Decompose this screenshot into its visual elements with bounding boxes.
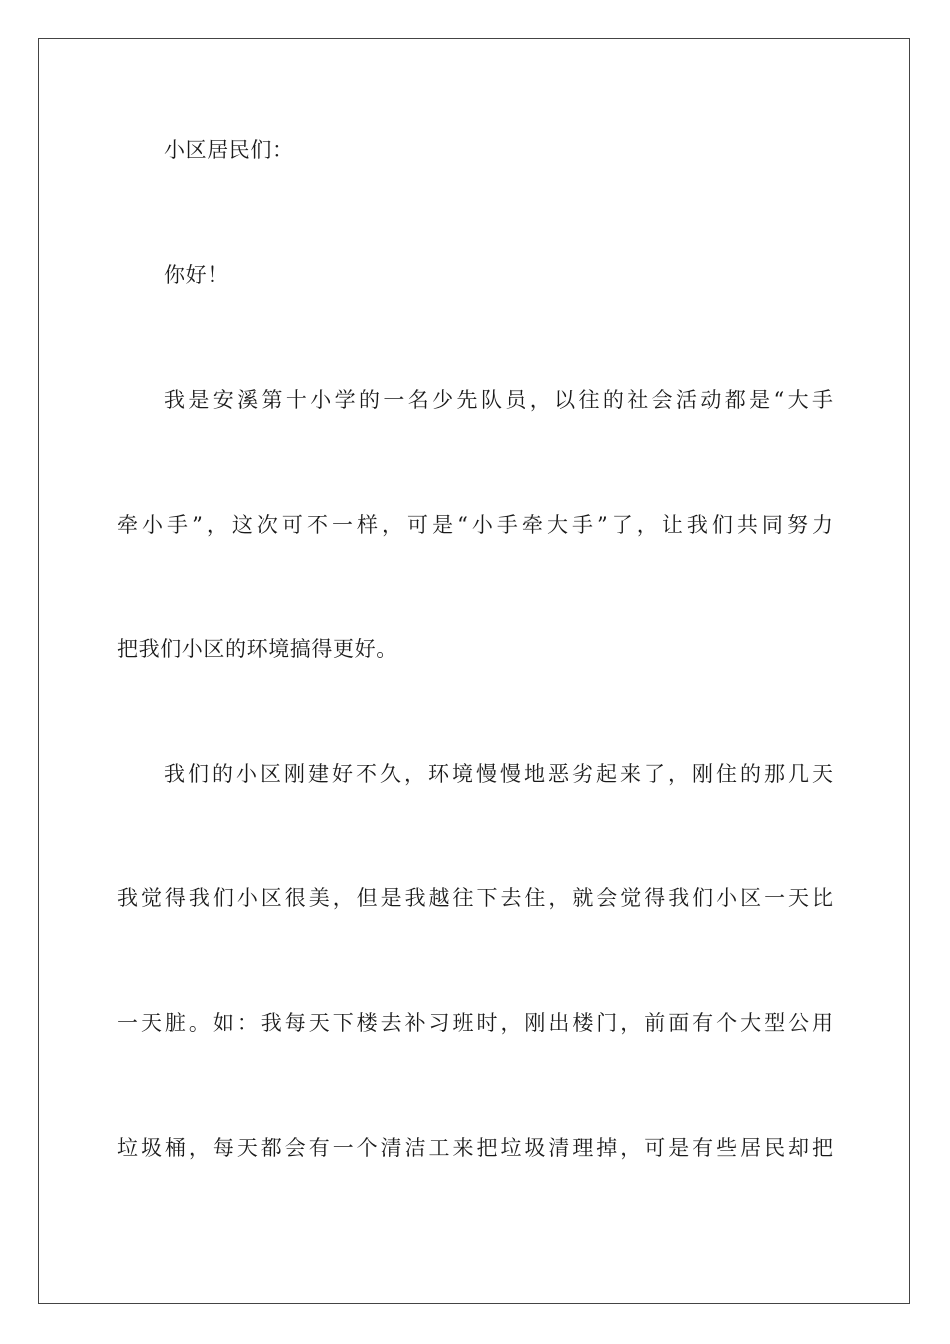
salutation: 小区居民们： (164, 138, 294, 162)
paragraph-2-line-4: 垃圾桶，每天都会有一个清洁工来把垃圾清理掉，可是有些居民却把 (117, 1136, 833, 1160)
page-border (38, 38, 910, 1304)
paragraph-1-line-3: 把我们小区的环境搞得更好。 (117, 637, 398, 661)
paragraph-1-line-1: 我是安溪第十小学的一名少先队员，以往的社会活动都是“大手 (164, 388, 833, 412)
paragraph-2-line-3: 一天脏。如：我每天下楼去补习班时，刚出楼门，前面有个大型公用 (117, 1011, 833, 1035)
greeting: 你好！ (164, 263, 229, 287)
paragraph-1-line-2: 牵小手”，这次可不一样，可是“小手牵大手”了，让我们共同努力 (117, 513, 833, 537)
paragraph-2-line-1: 我们的小区刚建好不久，环境慢慢地恶劣起来了，刚住的那几天 (164, 762, 833, 786)
paragraph-2-line-2: 我觉得我们小区很美，但是我越往下去住，就会觉得我们小区一天比 (117, 886, 833, 910)
